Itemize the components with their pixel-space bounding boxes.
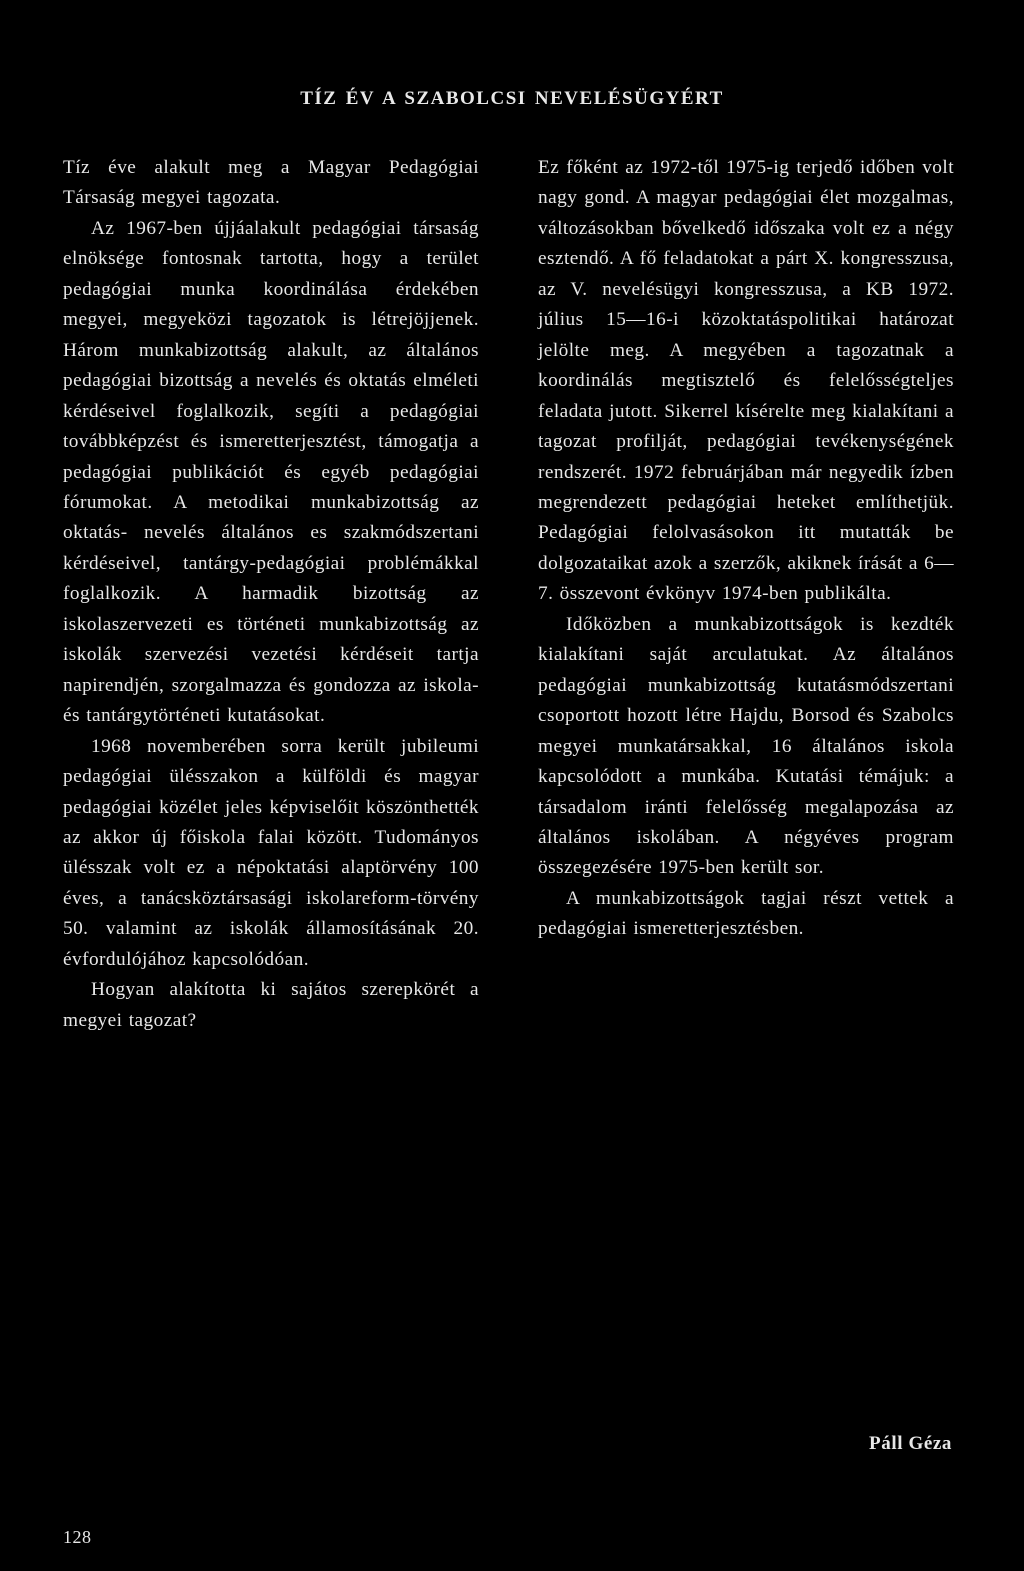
paragraph: A munkabizottságok tagjai részt vettek a pedagógiai ismeretterjesztésben. (538, 887, 954, 940)
paragraph: Hogyan alakította ki sajátos szerepkörét a megyei tagozat? (63, 979, 479, 1031)
paragraph: Az 1967-ben újjáalakult pedagógiai társaság elnöksége fontosnak tartotta, hogy a terület pedagógiai munka koordinálása érdekében megyei, megyeközi tagozatok is létrejöjjenek. Három munkabizottság alakult, az általános pedagógiai bizottság a nevelés és oktatás elméleti kérdéseivel foglalkozik, segíti a pedagógiai továbbképzést és ismeretterjesztést, támogatja a pedagógiai publikációt és egyéb pedagógiai fórumokat. A metodikai munkabizottság az oktatás- nevelés általános es szakmódszertani kérdéseivel, tantárgy-pedagógiai problémákkal foglalkozik. A harmadik bizottság az iskolaszervezeti es történeti munkabizottság az iskolák szervezési vezetési kérdéseit tartja napirendjén, szorgalmazza és gondozza az iskola- és tantárgytörténeti kutatásokat. (63, 217, 479, 727)
right-column (538, 153, 954, 945)
author-signature: Páll Géza (869, 1433, 952, 1454)
page-number: 128 (63, 1527, 92, 1547)
paragraph: Ez főként az 1972-től 1975-ig terjedő időben volt nagy gond. A magyar pedagógiai élet mozgalmas, változásokban bővelkedő időszaka volt ez a négy esztendő. A fő feladatokat a párt X. kongresszusa, az V. nevelésügyi kongresszusa, a KB 1972. július 15—16-i közoktatáspolitikai határozat jelölte meg. A megyében a tagozatnak a koordinálás megtisztelő és felelősségteljes feladata jutott. Sikerrel kísérelte meg kialakítani a tagozat profilját, pedagógiai tevékenységének rendszerét. 1972 februárjában már negyedik ízben megrendezett pedagógiai heteket említhetjük. Pedagógiai felolvasásokon itt mutatták be dolgozataikat azok a szerzők, akiknek írását a 6—7. összevont évkönyv 1974-ben publikálta. (538, 157, 954, 605)
paragraph: Időközben a munkabizottságok is kezdték kialakítani saját arculatukat. Az általános pedagógiai munkabizottság kutatásmódszertani csoportott hozott létre Hajdu, Borsod és Szabolcs megyei munkatársakkal, 16 általános iskola kapcsolódott a munkába. Kutatási témájuk: a társadalom iránti felelősség megalapozása az általános iskolában. A négyéves program összegezésére 1975-ben került sor. (538, 613, 954, 879)
left-column (63, 153, 479, 1036)
paragraph: Tíz éve alakult meg a Magyar Pedagógiai Társaság megyei tagozata. (63, 157, 479, 209)
paragraph: 1968 novemberében sorra került jubileumi pedagógiai ülésszakon a külföldi és magyar pedagógiai közélet jeles képviselőit köszönthették az akkor új főiskola falai között. Tudományos ülésszak volt ez a népoktatási alaptörvény 100 éves, a tanácsköztársasági iskolareform-törvény 50. valamint az iskolák államosításának 20. évfordulójához kapcsolódóan. (63, 735, 479, 970)
page-title: TÍZ ÉV A SZABOLCSI NEVELÉSÜGYÉRT (300, 88, 724, 109)
